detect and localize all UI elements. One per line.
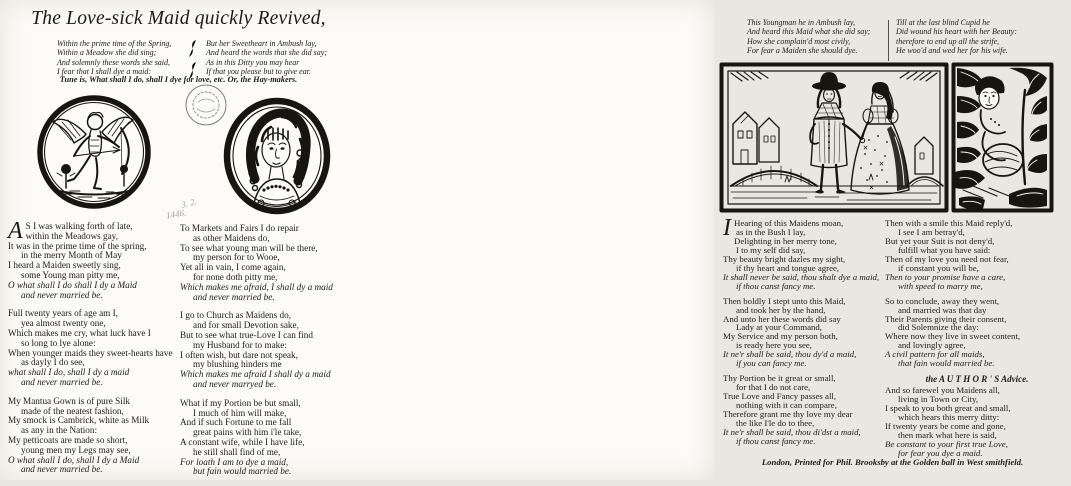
verse-line: the like I'le do to thee, xyxy=(736,418,815,429)
verse-line: O what shall I do, shall I dy a Maid xyxy=(8,454,140,465)
verse-line: I see I am betray'd, xyxy=(898,226,965,237)
verse-line: if thou canst fancy me. xyxy=(736,280,816,291)
verse-line: for fear you dye a maid. xyxy=(898,447,983,458)
verse-line: and lovingly agree, xyxy=(898,340,966,351)
verse-line: I go to Church as Maidens do, xyxy=(180,310,291,321)
intro-verse-left xyxy=(747,18,870,56)
verse-line: but fain would married be. xyxy=(193,466,292,477)
verse-line: Within the prime time of the Spring, xyxy=(57,39,172,48)
verse-column-left-1 xyxy=(8,218,178,484)
foliage-figure-woodcut xyxy=(951,62,1054,218)
verse-line: It shall never be said, thou shalt dye a maid, xyxy=(723,271,880,282)
verse-line: Lady at your Command, xyxy=(736,322,822,333)
verse-line: It was in the prime time of the spring, xyxy=(8,240,147,251)
verse-line: and never married be. xyxy=(21,376,103,387)
verse-line: He woo'd and wed her for his wife. xyxy=(896,46,1008,56)
verse-line: And heard this Maid what she did say; xyxy=(747,27,871,37)
verse-line: I fear that I shall dye a maid: xyxy=(57,67,151,77)
verse-line: Yet all in vain, I come again, xyxy=(180,262,286,273)
verse-line: As in this Ditty you may hear xyxy=(206,57,300,67)
verse-line: Then with a smile this Maid reply'd, xyxy=(885,218,1013,228)
portrait-woodcut xyxy=(222,95,332,220)
verse-line: and never marryed be. xyxy=(193,378,277,389)
stanza xyxy=(885,374,1069,458)
verse-line: then mark what here is said, xyxy=(898,430,997,441)
verse-line: To Markets and Fairs I do repair xyxy=(180,223,299,233)
verse-line: within the Meadows gay, xyxy=(25,230,118,241)
verse-line: Then to your promise have a care, xyxy=(885,271,1006,282)
verse-line: Where now they live in sweet content, xyxy=(885,331,1021,342)
stanza xyxy=(723,297,899,369)
verse-line: I speak to you both great and small, xyxy=(885,403,1011,414)
verse-line: fulfill what you have said: xyxy=(898,244,991,255)
verse-line: But yet your Suit is not deny'd, xyxy=(885,235,995,246)
stanza xyxy=(8,309,178,387)
verse-line: what shall I do, shall I dy a maid xyxy=(8,367,130,378)
stanza xyxy=(180,399,354,477)
verse-line: I to my self did say, xyxy=(736,244,806,255)
verse-line: I heard a Maiden sweetly sing, xyxy=(8,260,121,271)
verse-line: And unto her these words did say xyxy=(723,313,841,324)
imprint-line: London, Printed for Phil. Brooksby at the Golden ball in West smithfield. xyxy=(761,457,1024,467)
verse-line: If that you please but to give ear. xyxy=(206,67,311,77)
verse-line: My smock is Cambrick, white as Milk xyxy=(8,415,150,426)
verse-line: And heard the words that she did say; xyxy=(206,48,327,58)
verse-line: When younger maids they sweet-hearts have xyxy=(8,347,173,358)
verse-line: my blushing hinders me xyxy=(193,359,282,370)
stanza xyxy=(885,297,1069,369)
drop-cap: A xyxy=(8,218,23,244)
verse-line: in the merry Month of May xyxy=(21,250,122,261)
verse-line: therefore to end up all the strife, xyxy=(896,36,1000,46)
verse-line: My Mantua Gown is of pure Silk xyxy=(8,395,130,406)
verse-line: some Young man pitty me, xyxy=(21,269,120,280)
verse-line: as dayly I do see, xyxy=(21,357,85,368)
drop-cap: I xyxy=(723,215,731,241)
verse-line: True Love and Fancy passes all, xyxy=(723,391,837,402)
stanza xyxy=(8,218,178,300)
verse-line: great pains with him i'le take, xyxy=(193,427,302,438)
verse-line: Thy Portion be it great or small, xyxy=(723,373,836,384)
verse-column-right-2 xyxy=(885,219,1069,464)
verse-line: And so farewel you Maidens all, xyxy=(885,385,1000,396)
verse-line: Thy beauty bright dazles my sight, xyxy=(723,253,846,264)
verse-line: It ne'r shall be said, thou di'dst a maid, xyxy=(723,426,861,437)
verse-line: he still shall find of me, xyxy=(193,446,281,457)
verse-line: O what shall I do shall I dy a Maid xyxy=(8,279,137,290)
verse-line: For fear a Maiden she should dye. xyxy=(747,46,858,56)
verse-line: I Hearing of this Maidens moan, xyxy=(723,215,844,241)
stanza xyxy=(723,215,899,291)
intro-verse-left xyxy=(57,39,171,77)
verse-line: Delighting in her merry tone, xyxy=(734,235,837,246)
verse-line: as in the Bush I lay, xyxy=(736,226,806,237)
verse-line: is ready here you see, xyxy=(736,340,812,351)
verse-line: My petticoats are made so short, xyxy=(8,434,128,445)
verse-line: did Solemnize the day: xyxy=(898,322,979,333)
verse-line: A constant wife, while I have life, xyxy=(180,436,305,447)
verse-line: Which makes me afraid, I shall dy a maid xyxy=(180,281,333,292)
column-divider-rule xyxy=(888,20,889,61)
verse-line: Therefore grant me thy love my dear xyxy=(723,409,853,420)
verse-line: my person for to Wooe, xyxy=(193,252,280,263)
verse-line: for none doth pitty me, xyxy=(193,271,278,282)
verse-line: What if my Portion be but small, xyxy=(180,397,301,408)
verse-line: as other Maidens do, xyxy=(193,232,270,243)
verse-column-right-1 xyxy=(723,215,899,452)
intro-verse-right xyxy=(206,39,327,77)
verse-line: For loath I am to dye a maid, xyxy=(180,456,289,467)
verse-line: I much of him will make, xyxy=(193,407,287,418)
verse-line: So to conclude, away they went, xyxy=(885,295,1000,306)
verse-line: Their Parents giving their consent, xyxy=(885,313,1007,324)
verse-line: as any in the Nation: xyxy=(21,425,98,436)
verse-line: It ne'r shall be said, thou dy'd a maid, xyxy=(723,349,857,360)
verse-line: Did wound his heart with her Beauty: xyxy=(896,27,1017,37)
verse-line: and took her by the hand, xyxy=(736,304,826,315)
verse-line: How she complain'd most civily, xyxy=(747,36,851,46)
verse-line: if constant you will be, xyxy=(898,262,979,273)
verse-line: young men my Legs may see, xyxy=(21,444,131,455)
verse-line: Within a Meadow she did sing; xyxy=(57,48,157,58)
verse-line: if thou canst fancy me. xyxy=(736,435,816,446)
verse-line: if you can fancy me. xyxy=(736,358,807,369)
verse-line: But to see what true-Love I can find xyxy=(180,329,313,340)
verse-line: so long to lye alone: xyxy=(21,337,96,348)
verse-line: Full twenty years of age am I, xyxy=(8,308,118,319)
verse-line: living in Town or City, xyxy=(898,394,979,405)
pencil-annotation: 3. 2. xyxy=(180,196,198,210)
stanza xyxy=(180,224,354,302)
verse-line: If twenty years be come and gone, xyxy=(885,421,1006,432)
stanza xyxy=(885,219,1069,291)
authors-advice-heading: the A U T H O R ' S Advice. xyxy=(925,374,1029,385)
verse-line: and for small Devotion sake, xyxy=(193,320,299,331)
verse-line: my Husband for to make: xyxy=(193,339,287,350)
verse-line: Which makes me cry, what luck have I xyxy=(8,327,151,338)
right-page xyxy=(357,0,1029,480)
verse-line: But her Sweetheart in Ambush lay, xyxy=(206,39,317,48)
verse-line: Which makes me afraid I shall dy a maid xyxy=(180,369,331,380)
stanza xyxy=(8,397,178,475)
verse-line: My Service and my person both, xyxy=(723,331,838,342)
verse-line: And solemnly these words she said, xyxy=(57,57,171,67)
verse-line: Then of my love you need not fear, xyxy=(885,253,1009,264)
verse-line: To see what young man will be there, xyxy=(180,242,318,253)
verse-line: if thy heart and tongue agree, xyxy=(736,262,840,273)
verse-line: A S I was walking forth of late, xyxy=(8,218,133,244)
verse-line: And if such Fortune to me fall xyxy=(180,417,292,428)
tune-line: Tune is, What shall I do, shall I dye for love, etc. Or, the Hay-makers. xyxy=(59,75,298,84)
pencil-annotation: 1446. xyxy=(165,207,187,221)
verse-line: Be constant to your first true Love, xyxy=(885,438,1008,449)
verse-line: and never married be. xyxy=(193,291,275,302)
ballad-title: The Love-sick Maid quickly Revived, xyxy=(31,8,326,29)
verse-line: yea almost twenty one, xyxy=(21,318,106,329)
verse-line: that fain would married be. xyxy=(898,358,995,369)
verse-line: Till at the last blind Cupid he xyxy=(896,18,990,27)
left-page xyxy=(0,0,357,480)
verse-line: I often wish, but dare not speak, xyxy=(180,349,298,360)
verse-line: and never married be. xyxy=(21,464,103,475)
stanza xyxy=(723,374,899,446)
verse-line: Then boldly I stept unto this Maid, xyxy=(723,295,846,306)
intro-verse-right xyxy=(896,18,1017,56)
couple-woodcut xyxy=(719,62,949,218)
cupid-woodcut xyxy=(36,92,152,217)
stanza xyxy=(180,311,354,389)
verse-line: made of the neatest fashion, xyxy=(21,405,124,416)
verse-line: for that I do not care, xyxy=(736,382,811,393)
verse-line: nothing with it can compare, xyxy=(736,400,837,411)
verse-line: which hears this merry ditty: xyxy=(898,412,1000,423)
verse-line: and married was that day xyxy=(898,304,987,315)
verse-column-left-2 xyxy=(180,224,354,486)
verse-line: with speed to marry me, xyxy=(898,280,983,291)
verse-line: A civil pattern for all maids, xyxy=(885,349,985,360)
verse-line: This Youngman he in Ambush lay, xyxy=(747,18,856,27)
verse-line: and never married be. xyxy=(21,289,103,300)
